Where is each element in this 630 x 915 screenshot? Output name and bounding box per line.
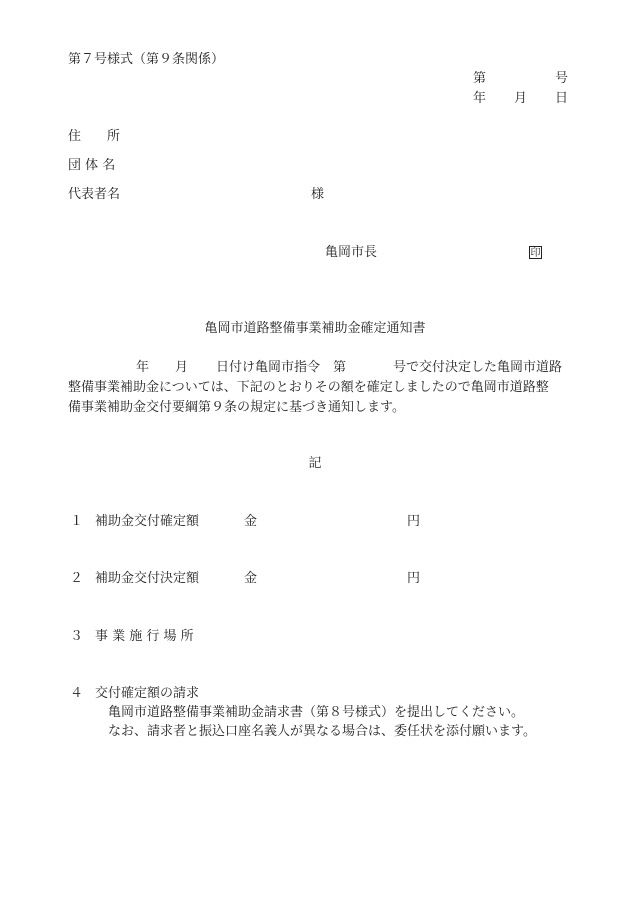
issuer-seal	[529, 245, 542, 261]
body-line3: 備事業補助金交付要綱第９条の規定に基づき通知します。	[68, 400, 405, 415]
body-line1-end: 号で交付決定した亀岡市道路	[393, 360, 563, 375]
doc-number-suffix: 号	[555, 71, 569, 86]
document-title: 亀岡市道路整備事業補助金確定通知書	[204, 321, 426, 336]
item-4-number: ４	[70, 686, 84, 701]
item-2-yen: 円	[407, 571, 421, 586]
honorific: 様	[311, 187, 325, 202]
representative-label: 代表者名	[68, 187, 121, 202]
item-2-number: ２	[70, 571, 84, 586]
group-name-label: 団 体 名	[68, 158, 116, 173]
form-number: 第７号様式（第９条関係）	[68, 52, 225, 67]
address-label: 住 所	[68, 129, 121, 144]
body-month: 月	[175, 360, 189, 375]
doc-date-month: 月	[514, 91, 528, 106]
item-1-yen: 円	[407, 514, 421, 529]
body-line2: 整備事業補助金については、下記のとおりその額を確定しましたので亀岡市道路整	[68, 380, 549, 395]
doc-date-day: 日	[555, 91, 569, 106]
item-4-note-1: 亀岡市道路整備事業補助金請求書（第８号様式）を提出してください。	[108, 705, 525, 720]
item-4-label: 交付確定額の請求	[95, 686, 200, 701]
seal-mark: 印	[530, 248, 541, 259]
doc-number-prefix: 第	[473, 71, 487, 86]
item-1-kin: 金	[244, 514, 258, 529]
item-2-label: 補助金交付決定額	[95, 571, 200, 586]
issuer-title: 亀岡市長	[325, 245, 378, 260]
item-4-note-2: なお、請求者と振込口座名義人が異なる場合は、委任状を添付願います。	[108, 724, 536, 739]
doc-date-year: 年	[473, 91, 487, 106]
ki-heading: 記	[308, 456, 322, 471]
item-1-number: １	[70, 514, 84, 529]
body-line1-mid: 日付け亀岡市指令 第	[216, 360, 347, 375]
item-3-number: ３	[70, 629, 84, 644]
item-1-label: 補助金交付確定額	[95, 514, 200, 529]
item-3-label: 事 業 施 行 場 所	[95, 629, 194, 644]
item-2-kin: 金	[244, 571, 258, 586]
body-year: 年	[136, 360, 150, 375]
